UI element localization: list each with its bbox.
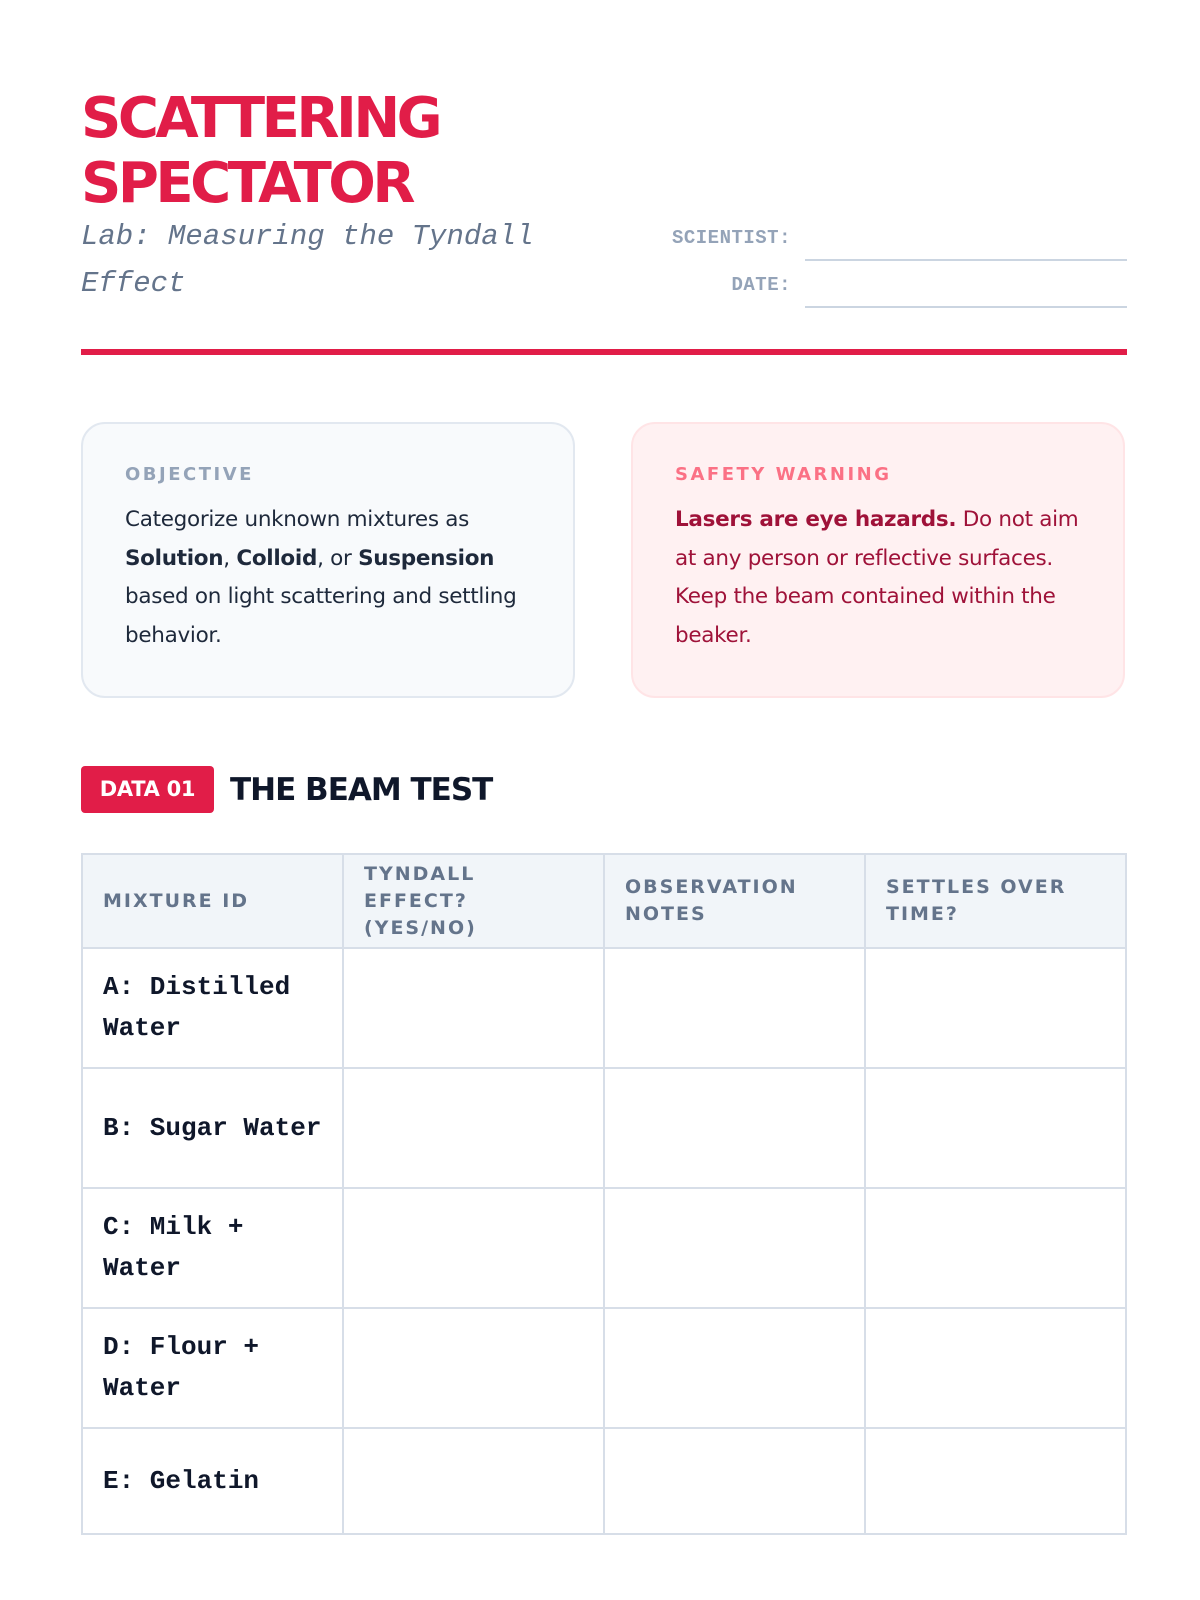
settles-cell[interactable] (865, 1308, 1126, 1428)
settles-cell[interactable] (865, 1068, 1126, 1188)
objective-separator: , (223, 545, 237, 571)
safety-warning-card (631, 422, 1125, 698)
tyndall-effect-cell[interactable] (343, 1188, 604, 1308)
table-row (82, 1428, 1126, 1534)
header-divider (81, 349, 1127, 355)
mixture-id-cell: E: Gelatin (82, 1428, 343, 1534)
table-row (82, 1308, 1126, 1428)
scientist-label: SCIENTIST: (671, 227, 791, 249)
mixture-id-cell: D: Flour + Water (82, 1308, 343, 1428)
objective-separator: , or (317, 545, 359, 571)
tyndall-effect-cell[interactable] (343, 948, 604, 1068)
objective-card (81, 422, 575, 698)
table-header-row (82, 854, 1126, 948)
observation-notes-cell[interactable] (604, 1188, 865, 1308)
safety-heading: SAFETY WARNING (675, 464, 892, 485)
scientist-field (661, 220, 1127, 260)
beam-test-table-wrapper (81, 853, 1127, 1535)
observation-notes-cell[interactable] (604, 948, 865, 1068)
term-suspension: Suspension (358, 545, 495, 571)
objective-text-part: Categorize unknown mixtures as (125, 507, 470, 532)
safety-emphasis: Lasers are eye hazards. (675, 507, 957, 532)
page-subtitle: Lab: Measuring the Tyndall Effect (81, 220, 534, 300)
table-row (82, 1068, 1126, 1188)
settles-cell[interactable] (865, 948, 1126, 1068)
column-header-settles: SETTLES OVER TIME? (865, 854, 1126, 948)
date-write-line[interactable] (805, 306, 1127, 308)
settles-cell[interactable] (865, 1188, 1126, 1308)
safety-detail: Do not aim at any person or reflective surfaces. Keep the beam contained within the beaker. (675, 507, 1079, 648)
observation-notes-cell[interactable] (604, 1068, 865, 1188)
column-header-tyndall-effect: TYNDALL EFFECT? (YES/NO) (343, 854, 604, 948)
date-label: DATE: (731, 274, 791, 296)
title-line-2: SPECTATOR (81, 151, 412, 216)
objective-heading: OBJECTIVE (125, 464, 254, 485)
scientist-write-line[interactable] (805, 259, 1127, 261)
section-badge: DATA 01 (81, 766, 214, 813)
mixture-id-cell: B: Sugar Water (82, 1068, 343, 1188)
mixture-id-cell: A: Distilled Water (82, 948, 343, 1068)
table-row (82, 1188, 1126, 1308)
beam-test-table (81, 853, 1127, 1535)
column-header-observation-notes: OBSERVATION NOTES (604, 854, 865, 948)
observation-notes-cell[interactable] (604, 1428, 865, 1534)
term-solution: Solution (125, 545, 224, 571)
date-field (661, 267, 1127, 307)
page-title (81, 86, 439, 216)
term-colloid: Colloid (236, 545, 318, 571)
safety-text (675, 501, 1083, 655)
mixture-id-cell: C: Milk + Water (82, 1188, 343, 1308)
table-row (82, 948, 1126, 1068)
title-line-1: SCATTERING (81, 86, 440, 151)
objective-text (125, 501, 533, 655)
observation-notes-cell[interactable] (604, 1308, 865, 1428)
tyndall-effect-cell[interactable] (343, 1068, 604, 1188)
tyndall-effect-cell[interactable] (343, 1428, 604, 1534)
objective-text-part: based on light scattering and settling behavior. (125, 584, 517, 648)
settles-cell[interactable] (865, 1428, 1126, 1534)
tyndall-effect-cell[interactable] (343, 1308, 604, 1428)
column-header-mixture-id: MIXTURE ID (82, 854, 343, 948)
section-title: THE BEAM TEST (230, 772, 493, 808)
